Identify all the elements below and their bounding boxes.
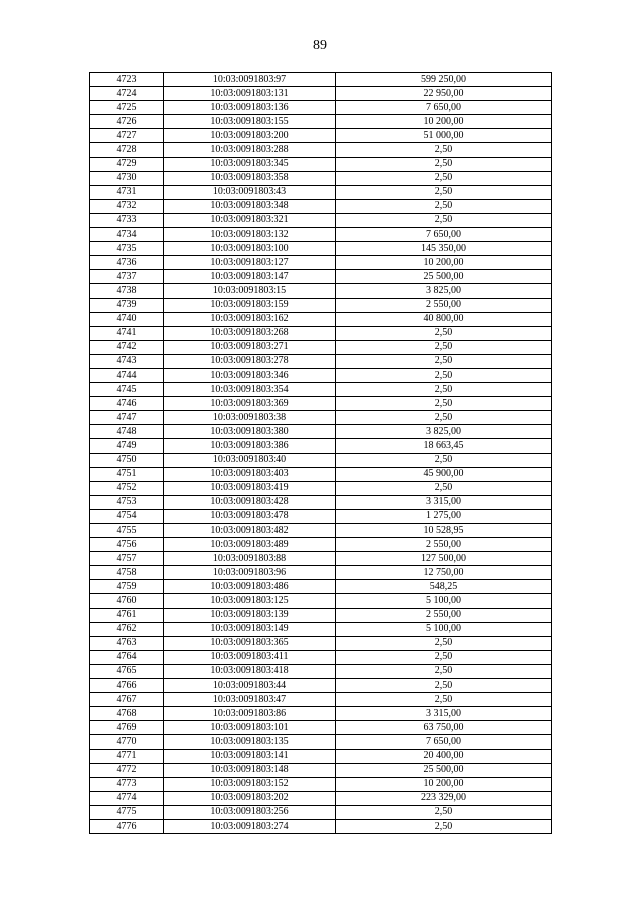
- table-row: [90, 622, 552, 636]
- table-row: [90, 805, 552, 819]
- table-row: [90, 143, 552, 157]
- value-cell: 2,50: [336, 411, 552, 425]
- row-number-cell: 4750: [90, 453, 164, 467]
- value-cell: 223 329,00: [336, 791, 552, 805]
- table-row: [90, 608, 552, 622]
- row-number-cell: 4743: [90, 354, 164, 368]
- row-number-cell: 4761: [90, 608, 164, 622]
- cadastral-number-cell: 10:03:0091803:148: [164, 763, 336, 777]
- table-row: [90, 87, 552, 101]
- cadastral-number-cell: 10:03:0091803:274: [164, 819, 336, 833]
- value-cell: 2,50: [336, 453, 552, 467]
- table-row: [90, 256, 552, 270]
- table-row: [90, 679, 552, 693]
- cadastral-number-cell: 10:03:0091803:200: [164, 129, 336, 143]
- cadastral-number-cell: 10:03:0091803:380: [164, 425, 336, 439]
- value-cell: 2 550,00: [336, 298, 552, 312]
- value-cell: 3 315,00: [336, 495, 552, 509]
- row-number-cell: 4733: [90, 213, 164, 227]
- cadastral-number-cell: 10:03:0091803:159: [164, 298, 336, 312]
- row-number-cell: 4740: [90, 312, 164, 326]
- cadastral-number-cell: 10:03:0091803:278: [164, 354, 336, 368]
- row-number-cell: 4775: [90, 805, 164, 819]
- row-number-cell: 4771: [90, 749, 164, 763]
- value-cell: 2,50: [336, 171, 552, 185]
- value-cell: 2,50: [336, 199, 552, 213]
- value-cell: 2,50: [336, 693, 552, 707]
- value-cell: 3 825,00: [336, 425, 552, 439]
- value-cell: 2,50: [336, 368, 552, 382]
- row-number-cell: 4725: [90, 101, 164, 115]
- cadastral-number-cell: 10:03:0091803:147: [164, 270, 336, 284]
- row-number-cell: 4749: [90, 439, 164, 453]
- cadastral-number-cell: 10:03:0091803:136: [164, 101, 336, 115]
- row-number-cell: 4744: [90, 368, 164, 382]
- row-number-cell: 4763: [90, 636, 164, 650]
- table-row: [90, 115, 552, 129]
- value-cell: 2,50: [336, 664, 552, 678]
- cadastral-number-cell: 10:03:0091803:131: [164, 87, 336, 101]
- cadastral-number-cell: 10:03:0091803:152: [164, 777, 336, 791]
- table-row: [90, 185, 552, 199]
- cadastral-number-cell: 10:03:0091803:418: [164, 664, 336, 678]
- table-row: [90, 791, 552, 805]
- cadastral-number-cell: 10:03:0091803:268: [164, 326, 336, 340]
- value-cell: 10 200,00: [336, 777, 552, 791]
- table-row: [90, 171, 552, 185]
- cadastral-number-cell: 10:03:0091803:478: [164, 509, 336, 523]
- table-row: [90, 819, 552, 833]
- value-cell: 3 825,00: [336, 284, 552, 298]
- cadastral-number-cell: 10:03:0091803:256: [164, 805, 336, 819]
- value-cell: 22 950,00: [336, 87, 552, 101]
- row-number-cell: 4754: [90, 509, 164, 523]
- row-number-cell: 4741: [90, 326, 164, 340]
- cadastral-number-cell: 10:03:0091803:43: [164, 185, 336, 199]
- cadastral-number-cell: 10:03:0091803:411: [164, 650, 336, 664]
- value-cell: 2,50: [336, 383, 552, 397]
- value-cell: 145 350,00: [336, 242, 552, 256]
- value-cell: 10 200,00: [336, 115, 552, 129]
- cadastral-number-cell: 10:03:0091803:155: [164, 115, 336, 129]
- row-number-cell: 4732: [90, 199, 164, 213]
- row-number-cell: 4734: [90, 228, 164, 242]
- row-number-cell: 4737: [90, 270, 164, 284]
- table-row: [90, 383, 552, 397]
- row-number-cell: 4726: [90, 115, 164, 129]
- value-cell: 10 200,00: [336, 256, 552, 270]
- table-row: [90, 552, 552, 566]
- row-number-cell: 4773: [90, 777, 164, 791]
- table-row: [90, 524, 552, 538]
- row-number-cell: 4739: [90, 298, 164, 312]
- value-cell: 45 900,00: [336, 467, 552, 481]
- table-row: [90, 73, 552, 87]
- value-cell: 10 528,95: [336, 524, 552, 538]
- cadastral-number-cell: 10:03:0091803:321: [164, 213, 336, 227]
- table-row: [90, 453, 552, 467]
- value-cell: 40 800,00: [336, 312, 552, 326]
- value-cell: 2,50: [336, 326, 552, 340]
- table-row: [90, 538, 552, 552]
- value-cell: 548,25: [336, 580, 552, 594]
- cadastral-number-cell: 10:03:0091803:428: [164, 495, 336, 509]
- cadastral-number-cell: 10:03:0091803:96: [164, 566, 336, 580]
- cadastral-number-cell: 10:03:0091803:44: [164, 679, 336, 693]
- value-cell: 5 100,00: [336, 622, 552, 636]
- table-row: [90, 481, 552, 495]
- row-number-cell: 4759: [90, 580, 164, 594]
- cadastral-number-cell: 10:03:0091803:100: [164, 242, 336, 256]
- registry-table: [89, 72, 552, 834]
- cadastral-number-cell: 10:03:0091803:135: [164, 735, 336, 749]
- cadastral-number-cell: 10:03:0091803:38: [164, 411, 336, 425]
- registry-table-body: [90, 73, 552, 834]
- cadastral-number-cell: 10:03:0091803:403: [164, 467, 336, 481]
- table-row: [90, 411, 552, 425]
- table-row: [90, 284, 552, 298]
- cadastral-number-cell: 10:03:0091803:365: [164, 636, 336, 650]
- table-row: [90, 721, 552, 735]
- row-number-cell: 4738: [90, 284, 164, 298]
- row-number-cell: 4736: [90, 256, 164, 270]
- value-cell: 2,50: [336, 481, 552, 495]
- table-row: [90, 509, 552, 523]
- row-number-cell: 4747: [90, 411, 164, 425]
- value-cell: 51 000,00: [336, 129, 552, 143]
- table-row: [90, 298, 552, 312]
- cadastral-number-cell: 10:03:0091803:127: [164, 256, 336, 270]
- cadastral-number-cell: 10:03:0091803:271: [164, 340, 336, 354]
- row-number-cell: 4746: [90, 397, 164, 411]
- table-row: [90, 425, 552, 439]
- table-row: [90, 664, 552, 678]
- value-cell: 25 500,00: [336, 763, 552, 777]
- row-number-cell: 4742: [90, 340, 164, 354]
- row-number-cell: 4774: [90, 791, 164, 805]
- row-number-cell: 4768: [90, 707, 164, 721]
- table-row: [90, 580, 552, 594]
- table-row: [90, 650, 552, 664]
- table-row: [90, 242, 552, 256]
- cadastral-number-cell: 10:03:0091803:386: [164, 439, 336, 453]
- table-row: [90, 129, 552, 143]
- cadastral-number-cell: 10:03:0091803:482: [164, 524, 336, 538]
- value-cell: 2,50: [336, 340, 552, 354]
- value-cell: 2,50: [336, 650, 552, 664]
- value-cell: 2 550,00: [336, 538, 552, 552]
- row-number-cell: 4731: [90, 185, 164, 199]
- table-row: [90, 157, 552, 171]
- row-number-cell: 4772: [90, 763, 164, 777]
- row-number-cell: 4757: [90, 552, 164, 566]
- value-cell: 3 315,00: [336, 707, 552, 721]
- cadastral-number-cell: 10:03:0091803:489: [164, 538, 336, 552]
- table-row: [90, 199, 552, 213]
- value-cell: 20 400,00: [336, 749, 552, 763]
- row-number-cell: 4727: [90, 129, 164, 143]
- value-cell: 127 500,00: [336, 552, 552, 566]
- row-number-cell: 4758: [90, 566, 164, 580]
- value-cell: 7 650,00: [336, 228, 552, 242]
- table-row: [90, 777, 552, 791]
- row-number-cell: 4730: [90, 171, 164, 185]
- table-row: [90, 101, 552, 115]
- table-row: [90, 495, 552, 509]
- cadastral-number-cell: 10:03:0091803:419: [164, 481, 336, 495]
- table-row: [90, 735, 552, 749]
- row-number-cell: 4776: [90, 819, 164, 833]
- row-number-cell: 4765: [90, 664, 164, 678]
- value-cell: 2,50: [336, 636, 552, 650]
- value-cell: 2,50: [336, 354, 552, 368]
- value-cell: 25 500,00: [336, 270, 552, 284]
- value-cell: 2,50: [336, 819, 552, 833]
- value-cell: 7 650,00: [336, 101, 552, 115]
- table-row: [90, 354, 552, 368]
- cadastral-number-cell: 10:03:0091803:486: [164, 580, 336, 594]
- table-row: [90, 467, 552, 481]
- row-number-cell: 4723: [90, 73, 164, 87]
- table-row: [90, 326, 552, 340]
- value-cell: 2,50: [336, 805, 552, 819]
- table-row: [90, 636, 552, 650]
- cadastral-number-cell: 10:03:0091803:86: [164, 707, 336, 721]
- table-row: [90, 594, 552, 608]
- row-number-cell: 4745: [90, 383, 164, 397]
- value-cell: 12 750,00: [336, 566, 552, 580]
- cadastral-number-cell: 10:03:0091803:346: [164, 368, 336, 382]
- row-number-cell: 4756: [90, 538, 164, 552]
- cadastral-number-cell: 10:03:0091803:348: [164, 199, 336, 213]
- table-row: [90, 228, 552, 242]
- row-number-cell: 4762: [90, 622, 164, 636]
- row-number-cell: 4735: [90, 242, 164, 256]
- row-number-cell: 4766: [90, 679, 164, 693]
- value-cell: 63 750,00: [336, 721, 552, 735]
- page-number: 89: [313, 38, 327, 53]
- table-row: [90, 707, 552, 721]
- table-row: [90, 397, 552, 411]
- cadastral-number-cell: 10:03:0091803:15: [164, 284, 336, 298]
- cadastral-number-cell: 10:03:0091803:125: [164, 594, 336, 608]
- cadastral-number-cell: 10:03:0091803:288: [164, 143, 336, 157]
- row-number-cell: 4748: [90, 425, 164, 439]
- value-cell: 1 275,00: [336, 509, 552, 523]
- cadastral-number-cell: 10:03:0091803:345: [164, 157, 336, 171]
- row-number-cell: 4724: [90, 87, 164, 101]
- cadastral-number-cell: 10:03:0091803:132: [164, 228, 336, 242]
- cadastral-number-cell: 10:03:0091803:202: [164, 791, 336, 805]
- cadastral-number-cell: 10:03:0091803:358: [164, 171, 336, 185]
- table-row: [90, 368, 552, 382]
- cadastral-number-cell: 10:03:0091803:47: [164, 693, 336, 707]
- row-number-cell: 4751: [90, 467, 164, 481]
- cadastral-number-cell: 10:03:0091803:101: [164, 721, 336, 735]
- value-cell: 2,50: [336, 143, 552, 157]
- value-cell: 2,50: [336, 213, 552, 227]
- table-row: [90, 763, 552, 777]
- value-cell: 5 100,00: [336, 594, 552, 608]
- table-row: [90, 213, 552, 227]
- table-row: [90, 270, 552, 284]
- table-row: [90, 340, 552, 354]
- value-cell: 2 550,00: [336, 608, 552, 622]
- cadastral-number-cell: 10:03:0091803:40: [164, 453, 336, 467]
- value-cell: 2,50: [336, 157, 552, 171]
- table-row: [90, 312, 552, 326]
- table-row: [90, 749, 552, 763]
- cadastral-number-cell: 10:03:0091803:369: [164, 397, 336, 411]
- cadastral-number-cell: 10:03:0091803:149: [164, 622, 336, 636]
- row-number-cell: 4728: [90, 143, 164, 157]
- cadastral-number-cell: 10:03:0091803:97: [164, 73, 336, 87]
- table-row: [90, 439, 552, 453]
- row-number-cell: 4755: [90, 524, 164, 538]
- row-number-cell: 4753: [90, 495, 164, 509]
- value-cell: 2,50: [336, 185, 552, 199]
- value-cell: 2,50: [336, 397, 552, 411]
- table-row: [90, 566, 552, 580]
- row-number-cell: 4729: [90, 157, 164, 171]
- cadastral-number-cell: 10:03:0091803:141: [164, 749, 336, 763]
- row-number-cell: 4770: [90, 735, 164, 749]
- value-cell: 599 250,00: [336, 73, 552, 87]
- cadastral-number-cell: 10:03:0091803:162: [164, 312, 336, 326]
- value-cell: 18 663,45: [336, 439, 552, 453]
- row-number-cell: 4752: [90, 481, 164, 495]
- cadastral-number-cell: 10:03:0091803:354: [164, 383, 336, 397]
- value-cell: 2,50: [336, 679, 552, 693]
- cadastral-number-cell: 10:03:0091803:88: [164, 552, 336, 566]
- row-number-cell: 4764: [90, 650, 164, 664]
- table-row: [90, 693, 552, 707]
- row-number-cell: 4760: [90, 594, 164, 608]
- cadastral-number-cell: 10:03:0091803:139: [164, 608, 336, 622]
- row-number-cell: 4767: [90, 693, 164, 707]
- value-cell: 7 650,00: [336, 735, 552, 749]
- row-number-cell: 4769: [90, 721, 164, 735]
